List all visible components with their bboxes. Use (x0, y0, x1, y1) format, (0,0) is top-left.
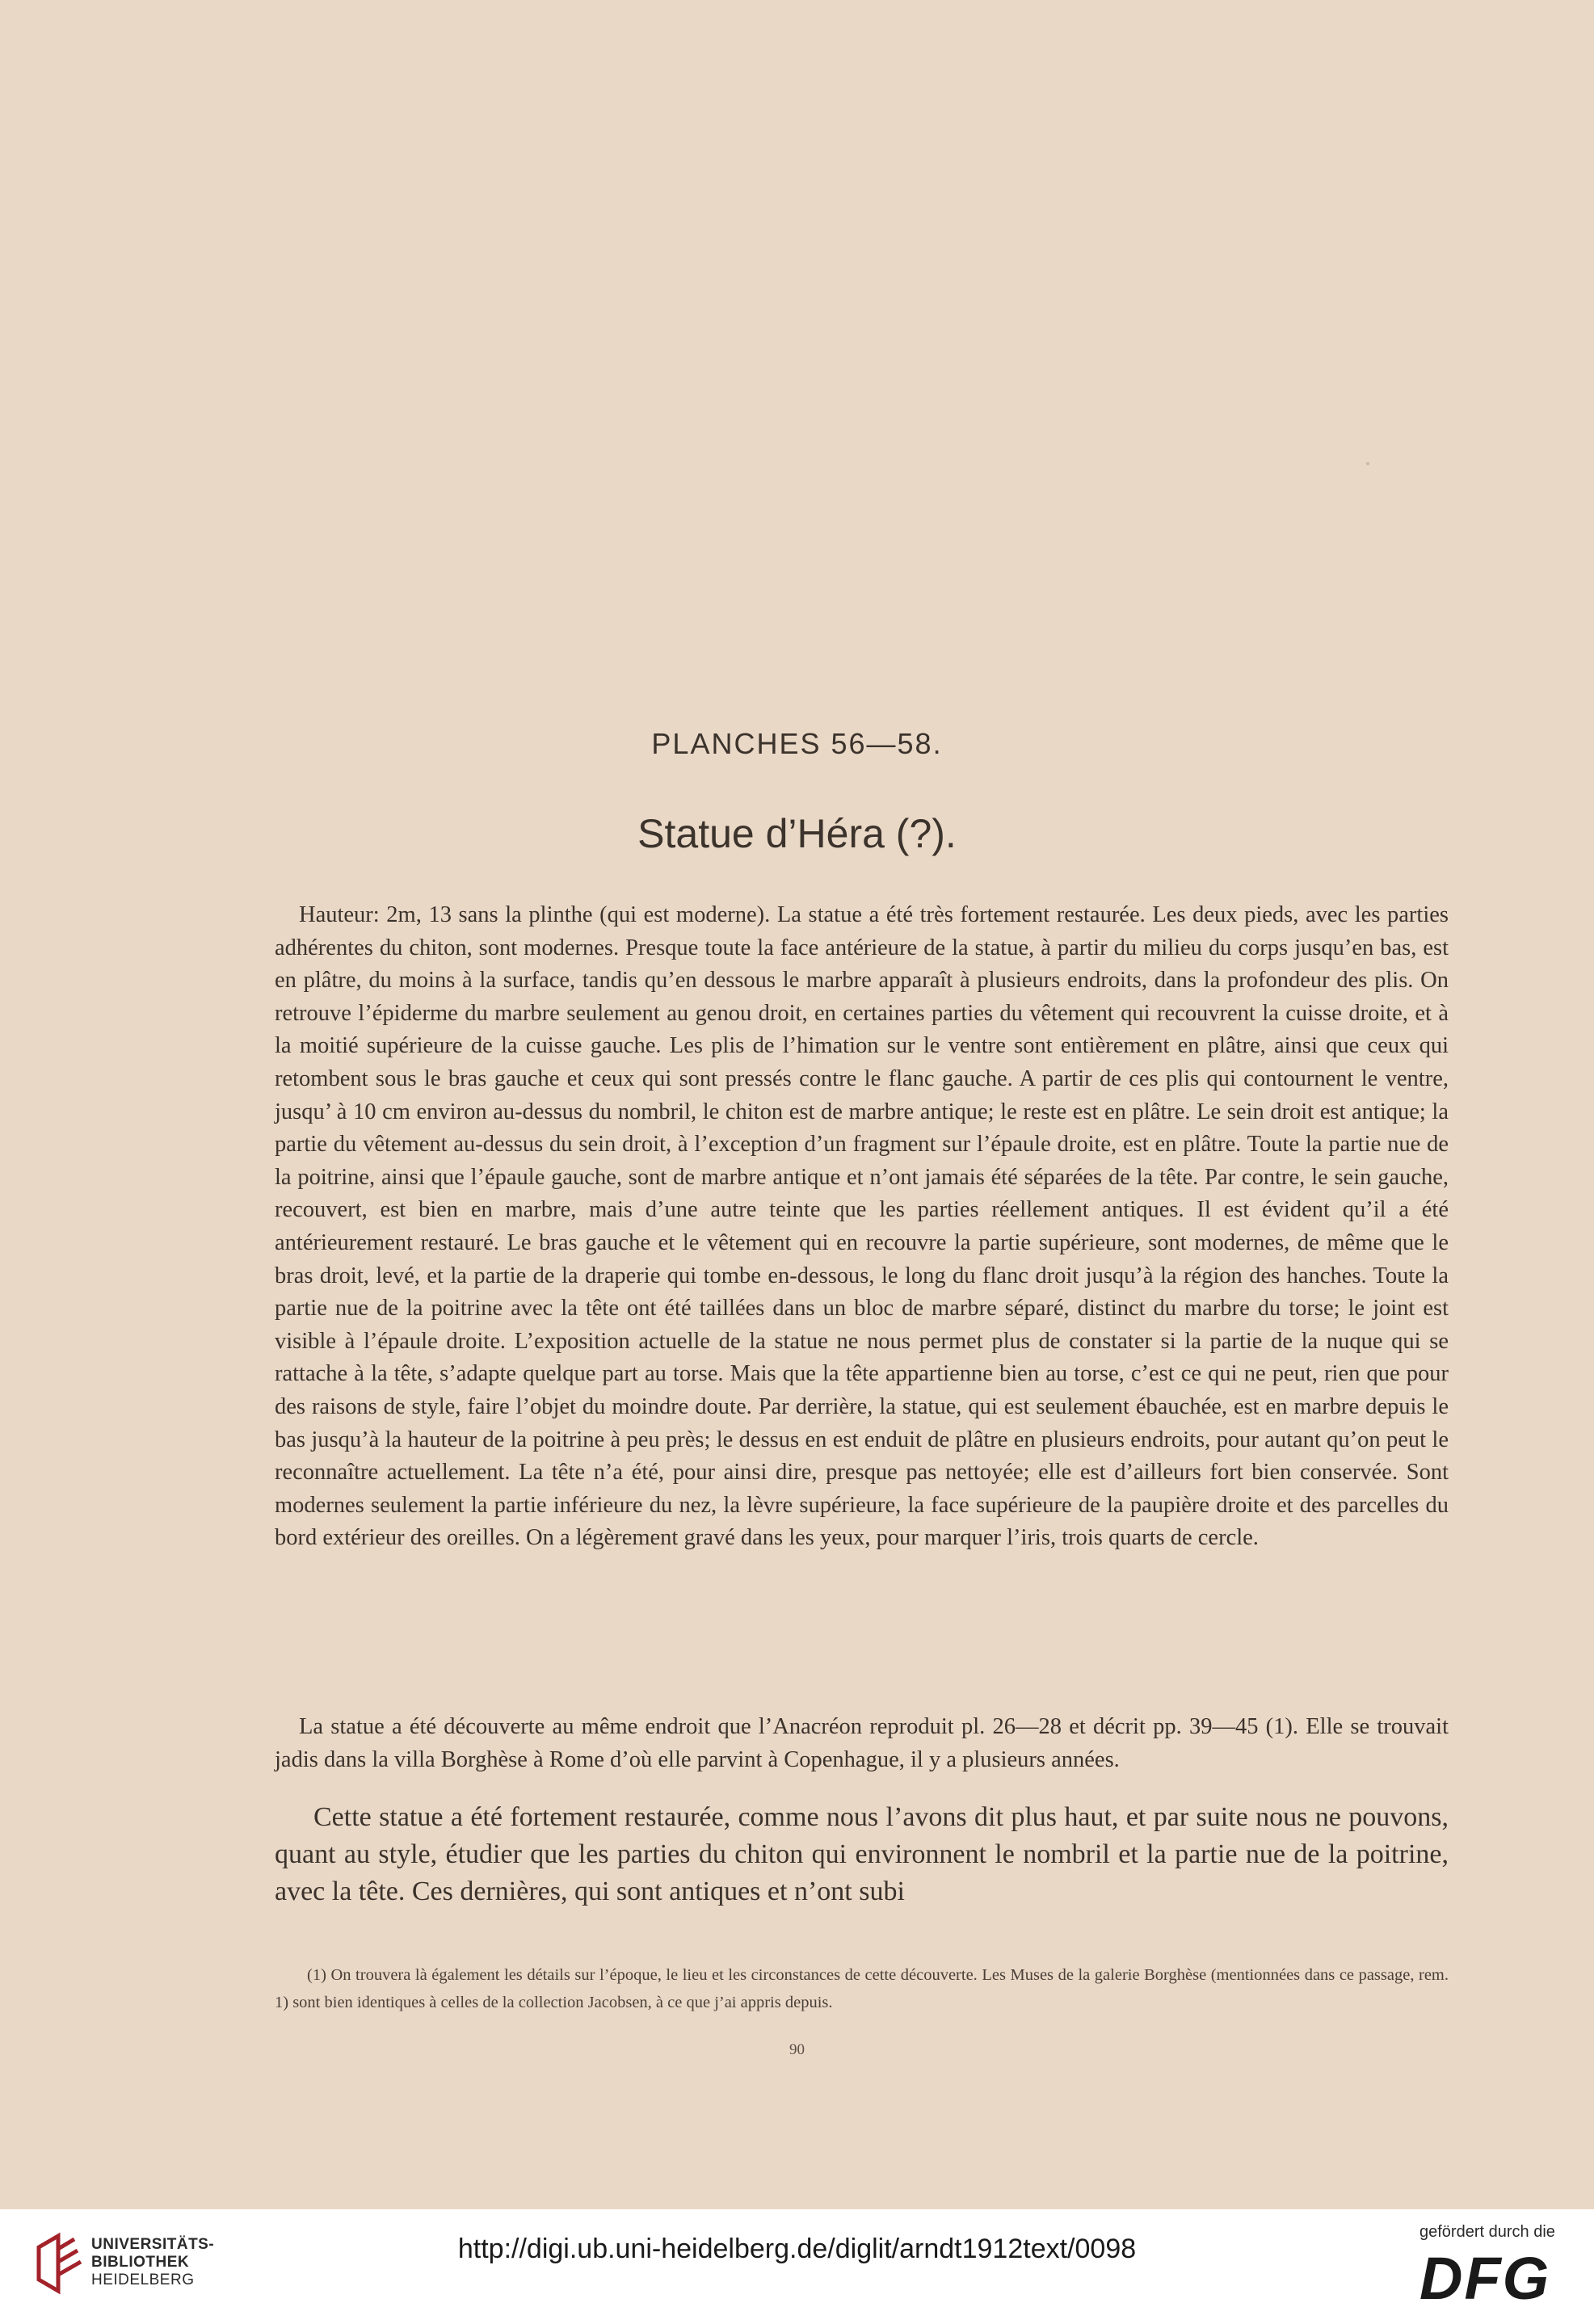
plate-heading: PLANCHES 56—58. (651, 727, 943, 760)
footnote: (1) On trouvera là également les détails sur l’époque, le lieu et les circonstances de cette découverte. Les Muses de la galerie Borghèse (mentionnées dans ce passage, rem. 1) sont bien identiques à celles de la collection Jacobsen, à ce que j’ai appris depuis. (275, 1966, 1449, 2011)
dfg-logo-icon: DFG (1419, 2245, 1551, 2312)
page-title: Statue d’Héra (?). (637, 811, 957, 856)
funding-caption: gefördert durch die (1419, 2223, 1555, 2241)
body-paragraph-1: Hauteur: 2m, 13 sans la plinthe (qui est moderne). La statue a été très fortement restaurée. Les deux pieds, avec les parties adhérentes du chiton, sont modernes. Presque toute la face antérieure de la statue, à partir du milieu du corps jusqu’en bas, est en plâtre, du moins à la surface, tandis qu’en dessous le marbre apparaît à plusieurs endroits, dans la profondeur des plis. On retrouve l’épiderme du marbre seulement au genou droit, en certaines parties du vêtement qui recouvrent la cuisse droite, et à la moitié supérieure de la cuisse gauche. Les plis de l’himation sur le ventre sont entièrement en plâtre, ainsi que ceux qui retombent sous le bras gauche et ceux qui sont pressés contre le flanc gauche. A partir de ces plis qui contournent le ventre, jusqu’ à 10 cm environ au-dessus du nombril, le chiton est de marbre antique; le reste est en plâtre. Le sein droit est antique; la partie du vêtement au-dessus du sein droit, à l’exception d’un fragment sur l’épaule droite, est en plâtre. Toute la partie nue de la poitrine, ainsi que l’épaule gauche, sont de marbre antique et n’ont jamais été séparées de la tête. Par contre, le sein gauche, recouvert, est bien en marbre, mais d’une autre teinte que les parties réellement antiques. Il est évident qu’il a été antérieurement restauré. Le bras gauche et le vêtement qui en recouvre la partie supérieure, sont modernes, de même que le bras droit, levé, et la partie de la draperie qui tombe en-dessous, le long du flanc droit jusqu’à la région des hanches. Toute la partie nue de la poitrine avec la tête ont été taillées dans un bloc de marbre séparé, distinct du marbre du torse; le joint est visible à l’épaule droite. L’exposition actuelle de la statue ne nous permet plus de constater si la partie de la nuque qui se rattache à la tête, s’adapte quelque part au torse. Mais que la tête appartienne bien au torse, c’est ce qui ne peut, rien que pour des raisons de style, faire l’objet du moindre doute. Par derrière, la statue, qui est seulement ébauchée, est en marbre depuis le bas jusqu’à la hauteur de la poitrine à peu près; le dessus en est enduit de plâtre en plusieurs endroits, pour autant qu’on peut le reconnaître actuellement. La tête n’a été, pour ainsi dire, presque pas nettoyée; elle est d’ailleurs fort bien conservée. Sont modernes seulement la partie inférieure du nez, la lèvre supérieure, la face supérieure de la paupière droite et des parcelles du bord extérieur des oreilles. On a légèrement gravé dans les yeux, pour marquer l’iris, trois quarts de cercle. (275, 902, 1449, 1551)
viewer-footer (0, 2209, 1594, 2324)
library-name-line-1: UNIVERSITÄTS- (91, 2236, 215, 2253)
page-number: 90 (789, 2041, 805, 2058)
library-name-line-2: BIBLIOTHEK (91, 2254, 190, 2271)
paper-speck (1366, 462, 1369, 465)
body-paragraph-2: La statue a été découverte au même endroit que l’Anacréon reproduit pl. 26—28 et décrit pp. 39—45 (1). Elle se trouvait jadis dans la villa Borghèse à Rome d’où elle parvint à Copenhague, il y a plusieurs années. (275, 1714, 1449, 1772)
source-url-link[interactable]: http://digi.ub.uni-heidelberg.de/diglit/arndt1912text/0098 (457, 2234, 1137, 2264)
body-paragraph-3: Cette statue a été fortement restaurée, comme nous l’avons dit plus haut, et par suite nous ne pouvons, quant au style, étudier que les parties du chiton qui environnent le nombril et la partie nue de la poitrine, avec la tête. Ces dernières, qui sont antiques et n’ont subi (275, 1802, 1449, 1906)
library-name-line-3: HEIDELBERG (91, 2271, 195, 2288)
